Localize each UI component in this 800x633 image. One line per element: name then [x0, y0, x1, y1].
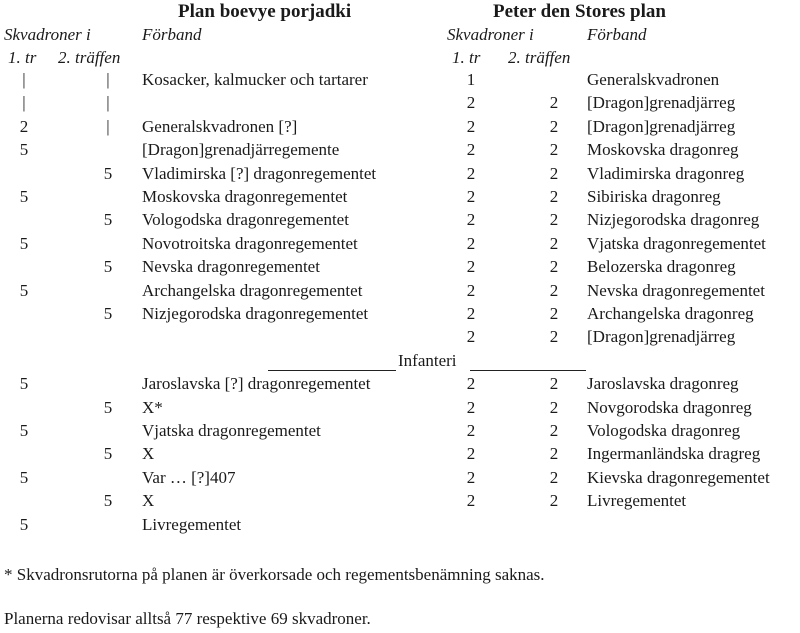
- unit-name: Moskovska dragonregementet: [142, 187, 348, 206]
- unit-name: [Dragon]grenadjärreg: [587, 327, 736, 347]
- unit-name: Vologodska dragonregementet: [142, 210, 349, 230]
- unit-name: Ingermanländska dragreg: [587, 444, 761, 464]
- squadrons-second-line: 5: [103, 210, 113, 230]
- squadrons-first-line: |: [22, 70, 26, 89]
- squadrons-first-line: 2: [466, 374, 476, 394]
- squadrons-first-line: 2: [466, 210, 476, 230]
- unit-name: Jaroslavska [?] dragonregementet: [142, 374, 371, 394]
- right-subhead-second-line: 2. träffen: [508, 48, 571, 67]
- unit-name: Sibiriska dragonreg: [587, 187, 721, 206]
- unit-name: Livregementet: [142, 514, 242, 534]
- squadrons-second-line: 5: [103, 163, 113, 183]
- squadrons-second-line: 2: [549, 93, 559, 113]
- squadrons-first-line: 2: [466, 163, 476, 183]
- unit-name: Nizjegorodska dragonreg: [587, 210, 760, 230]
- squadrons-second-line: 2: [549, 140, 559, 160]
- squadrons-second-line: 2: [549, 444, 559, 464]
- unit-name: X: [142, 444, 155, 464]
- squadrons-first-line: 5: [19, 140, 29, 160]
- unit-name: [Dragon]grenadjärreg: [587, 116, 736, 136]
- left-subhead-second-line: 2. träffen: [58, 48, 121, 67]
- squadrons-second-line: 2: [549, 491, 559, 511]
- unit-name: Archangelska dragonregementet: [142, 280, 363, 300]
- infanteri-rule-left: [268, 370, 396, 371]
- squadrons-first-line: 2: [466, 93, 476, 113]
- unit-name: Nevska dragonregementet: [587, 280, 765, 300]
- squadrons-second-line: 2: [549, 210, 559, 230]
- squadrons-second-line: 5: [103, 397, 113, 417]
- squadrons-first-line: 2: [466, 327, 476, 347]
- unit-name: Livregementet: [587, 491, 687, 511]
- squadrons-second-line: 5: [103, 444, 113, 464]
- squadrons-second-line: |: [106, 116, 110, 136]
- right-column-head-units: Förband: [587, 25, 647, 44]
- squadrons-second-line: |: [106, 93, 110, 113]
- unit-name: Vjatska dragonregementet: [587, 233, 766, 253]
- squadrons-first-line: 2: [466, 280, 476, 300]
- squadrons-first-line: 2: [466, 421, 476, 440]
- footnote: * Skvadronsrutorna på planen är överkorsade och regementsbenämning saknas.: [4, 565, 545, 584]
- squadrons-first-line: 1: [466, 70, 476, 89]
- squadrons-first-line: 5: [19, 421, 29, 440]
- squadrons-first-line: 5: [19, 514, 29, 534]
- unit-name: Vologodska dragonreg: [587, 421, 741, 440]
- left-subhead-first-line: 1. tr: [8, 48, 37, 67]
- right-column-head-squadrons: Skvadroner i: [447, 25, 534, 44]
- unit-name: Vladimirska [?] dragonregementet: [142, 163, 377, 183]
- squadrons-second-line: 2: [549, 304, 559, 323]
- squadrons-second-line: 2: [549, 163, 559, 183]
- squadrons-second-line: 2: [549, 397, 559, 417]
- right-plan-title: Peter den Stores plan: [493, 1, 666, 22]
- unit-name: Var … [?]407: [142, 467, 236, 487]
- unit-name: X*: [142, 397, 163, 417]
- squadrons-second-line: 5: [103, 304, 113, 323]
- squadrons-second-line: 2: [549, 233, 559, 253]
- unit-name: X: [142, 491, 155, 511]
- right-subhead-first-line: 1. tr: [452, 48, 481, 67]
- squadrons-first-line: 5: [19, 233, 29, 253]
- infanteri-label: Infanteri: [398, 351, 457, 370]
- unit-name: [Dragon]grenadjärreg: [587, 93, 736, 113]
- unit-name: Novgorodska dragonreg: [587, 397, 752, 417]
- unit-name: Novotroitska dragonregementet: [142, 233, 358, 253]
- unit-name: Moskovska dragonreg: [587, 140, 739, 160]
- squadrons-first-line: 2: [19, 116, 29, 136]
- squadrons-first-line: 5: [19, 374, 29, 394]
- squadrons-second-line: |: [106, 70, 110, 89]
- unit-name: [Dragon]grenadjärregemente: [142, 140, 340, 160]
- left-column-head-units: Förband: [142, 25, 202, 44]
- squadrons-second-line: 2: [549, 374, 559, 394]
- squadrons-first-line: 2: [466, 467, 476, 487]
- squadrons-first-line: 5: [19, 187, 29, 206]
- unit-name: Nevska dragonregementet: [142, 257, 320, 277]
- squadrons-second-line: 5: [103, 491, 113, 511]
- squadrons-second-line: 5: [103, 257, 113, 277]
- squadrons-first-line: 2: [466, 397, 476, 417]
- unit-name: Kievska dragonregementet: [587, 467, 770, 487]
- unit-name: Generalskvadronen [?]: [142, 116, 298, 136]
- squadrons-first-line: 5: [19, 280, 29, 300]
- summary-text: Planerna redovisar alltså 77 respektive 69 skvadroner.: [4, 609, 371, 628]
- unit-name: Vjatska dragonregementet: [142, 421, 321, 440]
- squadrons-second-line: 2: [549, 116, 559, 136]
- unit-name: Nizjegorodska dragonregementet: [142, 304, 369, 323]
- squadrons-second-line: 2: [549, 280, 559, 300]
- squadrons-second-line: 2: [549, 467, 559, 487]
- unit-name: Vladimirska dragonreg: [587, 163, 745, 183]
- squadrons-second-line: 2: [549, 187, 559, 206]
- squadrons-first-line: 2: [466, 140, 476, 160]
- squadrons-first-line: 5: [19, 467, 29, 487]
- squadrons-first-line: 2: [466, 304, 476, 323]
- squadrons-first-line: 2: [466, 444, 476, 464]
- unit-name: Generalskvadronen: [587, 70, 720, 89]
- squadrons-first-line: 2: [466, 491, 476, 511]
- infanteri-rule-right: [470, 370, 586, 371]
- unit-name: Belozerska dragonreg: [587, 257, 736, 277]
- squadrons-first-line: |: [22, 93, 26, 113]
- squadrons-second-line: 2: [549, 327, 559, 347]
- unit-name: Jaroslavska dragonreg: [587, 374, 739, 394]
- squadrons-second-line: 2: [549, 257, 559, 277]
- squadrons-second-line: 2: [549, 421, 559, 440]
- squadrons-first-line: 2: [466, 187, 476, 206]
- left-plan-title: Plan boevye porjadki: [178, 1, 352, 22]
- squadrons-first-line: 2: [466, 257, 476, 277]
- unit-name: Kosacker, kalmucker och tartarer: [142, 70, 368, 89]
- squadrons-first-line: 2: [466, 233, 476, 253]
- squadrons-first-line: 2: [466, 116, 476, 136]
- unit-name: Archangelska dragonreg: [587, 304, 754, 323]
- left-column-head-squadrons: Skvadroner i: [4, 25, 91, 44]
